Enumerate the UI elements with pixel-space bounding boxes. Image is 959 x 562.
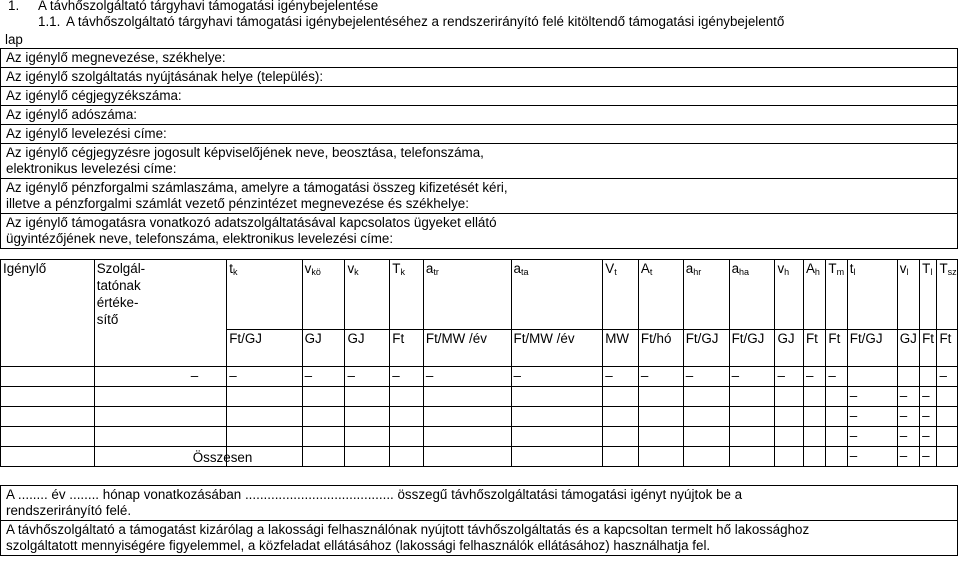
symbol-base: T [828,261,837,276]
grid-data-cell: – [897,387,919,407]
grid-data-cell [390,427,424,447]
grid-data-cell [729,427,775,447]
heading-2-text: A távhőszolgáltató tárgyhavi támogatási igénybejelentéséhez a rendszerirányító felé kitöltendő támogatási igénybejelentő [66,14,785,29]
grid-data-cell: – [847,427,897,447]
grid-data-cell [826,387,847,407]
footer-declaration-line2: rendszerirányító felé. [6,503,132,518]
grid-data-cell [302,387,345,407]
grid-data-cell [94,407,226,427]
grid-applicant-header: Igénylő [1,260,95,367]
symbol-subscript: k [232,267,238,277]
form-row-bank-account-line2: illetve a pénzforgalmi számlát vezető pénzintézet megnevezése és székhelye: [6,196,469,211]
form-row-service-place: Az igénylő szolgáltatás nyújtásának helye (település): [1,68,958,87]
form-row-tax-number: Az igénylő adószáma: [1,106,958,125]
form-row-bank-account [1,179,958,214]
grid-data-cell [603,387,639,407]
grid-data-cell: – [683,367,729,387]
symbol-subscript: h [784,267,790,277]
form-row-mail-address: Az igénylő levelezési címe: [1,125,958,144]
symbol-base: a [425,261,434,276]
symbol-subscript: hr [693,267,702,277]
grid-symbol-cell [920,260,937,330]
grid-unit-cell: Ft/hó [638,330,683,367]
grid-data-cell [511,447,603,467]
grid-dash-row-3 [1,407,958,427]
grid-data-cell [937,407,958,427]
grid-data-cell: – [390,367,424,387]
grid-unit-cell: MW [603,330,639,367]
grid-data-cell [775,447,804,467]
symbol-subscript: k [354,267,359,277]
grid-data-cell [345,407,390,427]
grid-data-cell [803,447,825,467]
symbol-base: t [849,261,854,276]
grid-data-cell: – [638,367,683,387]
grid-total-label: Összesen [94,447,226,467]
grid-data-cell [937,387,958,407]
grid-data-cell [638,447,683,467]
grid-data-cell [920,367,937,387]
grid-symbol-cell [897,260,919,330]
grid-data-cell [302,407,345,427]
form-row-name: Az igénylő megnevezése, székhelye: [1,49,958,68]
grid-data-cell [775,407,804,427]
grid-data-cell [423,427,511,447]
footer-declaration [1,486,958,521]
grid-data-cell: – [302,367,345,387]
grid-data-cell [423,387,511,407]
grid-dash-row-5 [1,447,958,467]
form-row-representative-line1: Az igénylő cégjegyzésre jogosult képviselőjének neve, beosztása, telefonszáma, [6,145,484,160]
grid-data-cell [937,427,958,447]
grid-data-cell [683,427,729,447]
grid-data-cell [937,447,958,467]
symbol-base: T [922,261,931,276]
grid-unit-cell: Ft/MW /év [423,330,511,367]
grid-seller-header-line: Szolgál- [96,261,146,276]
grid-data-cell [345,387,390,407]
grid-data-cell: – [227,367,302,387]
grid-symbol-cell [826,260,847,330]
grid-data-cell: – [345,367,390,387]
grid-row-applicant-cell [1,407,95,427]
grid-seller-header-line: sítő [96,312,119,327]
grid-seller-header-line: értéke- [96,295,139,310]
form-row-company-reg: Az igénylő cégjegyzékszáma: [1,87,958,106]
data-grid-table [0,259,958,467]
grid-dash-row-1 [1,367,958,387]
applicant-info-table [0,48,958,249]
symbol-subscript: k [400,267,405,277]
grid-data-cell [390,387,424,407]
grid-data-cell [94,427,226,447]
grid-data-cell: – [775,367,804,387]
grid-data-cell [227,387,302,407]
grid-data-cell: – [826,367,847,387]
grid-symbol-cell [683,260,729,330]
grid-data-cell: – [920,447,937,467]
grid-data-cell: – [603,367,639,387]
symbol-base: v [777,261,785,276]
grid-seller-header [94,260,226,367]
symbol-base: v [304,261,312,276]
grid-data-cell: – [423,367,511,387]
heading-1-number: 1. [8,0,20,13]
grid-row-applicant-cell [1,367,95,387]
grid-data-cell [345,427,390,447]
grid-data-cell [826,407,847,427]
grid-data-cell [511,427,603,447]
grid-symbol-cell [345,260,390,330]
footer-usage-note-line1: A távhőszolgáltató a támogatást kizárólag a lakossági felhasználónak nyújtott távhőszolgáltatás és a kapcsoltan termelt hő lakossághoz [6,522,810,537]
grid-symbol-cell [511,260,603,330]
grid-unit-cell: Ft/MW /év [511,330,603,367]
symbol-subscript: ta [520,267,529,277]
grid-data-cell: – [897,407,919,427]
grid-data-cell [803,387,825,407]
footer-table [0,485,958,556]
grid-dash-row-4 [1,427,958,447]
grid-unit-cell: Ft [390,330,424,367]
grid-data-cell: – [729,367,775,387]
grid-data-cell [390,447,424,467]
grid-data-cell: – [937,367,958,387]
symbol-base: a [685,261,694,276]
grid-unit-cell: Ft/GJ [847,330,897,367]
grid-data-cell [603,427,639,447]
grid-data-cell [302,427,345,447]
grid-symbol-cell [638,260,683,330]
form-row-representative-line2: elektronikus levelezési címe: [6,161,177,176]
symbol-subscript: ha [739,267,750,277]
grid-data-cell [227,407,302,427]
symbol-subscript: l [853,267,856,277]
grid-data-cell [345,447,390,467]
symbol-base: a [731,261,740,276]
grid-data-cell [729,407,775,427]
grid-data-cell [683,407,729,427]
form-row-contact-person-line1: Az igénylő támogatásra vonatkozó adatszolgáltatásával kapcsolatos ügyeket ellátó [6,215,497,230]
symbol-base: A [640,261,650,276]
heading-2-number: 1.1. [38,14,61,29]
grid-data-cell [683,447,729,467]
grid-symbol-cell [390,260,424,330]
grid-data-cell [775,387,804,407]
symbol-subscript: h [814,267,820,277]
grid-data-cell [638,427,683,447]
grid-seller-header-line: tatónak [96,278,141,293]
grid-row-applicant-cell [1,447,95,467]
grid-data-cell [511,407,603,427]
grid-symbol-cell [302,260,345,330]
grid-data-cell [390,407,424,427]
footer-declaration-line1: A ........ év ........ hónap vonatkozásában ........................................ összegű távhőszolgáltatási támogatási igényt nyújtok be a [6,487,743,502]
grid-symbol-cell [423,260,511,330]
symbol-subscript: sz [947,267,957,277]
grid-data-cell [638,407,683,427]
grid-unit-cell: Ft/GJ [729,330,775,367]
grid-data-cell [511,387,603,407]
grid-data-cell [683,387,729,407]
grid-unit-cell: Ft [937,330,958,367]
grid-data-cell [729,447,775,467]
grid-symbol-cell [937,260,958,330]
grid-unit-cell: GJ [302,330,345,367]
heading-2-continuation: lap [5,32,23,47]
grid-unit-cell: Ft [803,330,825,367]
grid-row-applicant-cell [1,427,95,447]
symbol-base: T [392,261,401,276]
symbol-subscript: m [836,267,845,277]
grid-data-cell [423,407,511,427]
grid-data-cell [803,407,825,427]
grid-data-cell: – [511,367,603,387]
symbol-base: T [939,261,948,276]
grid-dash-row-2 [1,387,958,407]
grid-data-cell [826,427,847,447]
grid-unit-cell: GJ [345,330,390,367]
form-row-representative [1,144,958,179]
grid-unit-cell: Ft [920,330,937,367]
grid-data-cell: – [847,447,897,467]
grid-data-cell: – [803,367,825,387]
grid-unit-cell: Ft [826,330,847,367]
form-row-bank-account-line1: Az igénylő pénzforgalmi számlaszáma, amelyre a támogatási összeg kifizetését kéri, [6,180,508,195]
grid-data-cell [775,427,804,447]
grid-data-cell [803,427,825,447]
grid-data-cell: – [920,387,937,407]
grid-data-cell: – [920,407,937,427]
grid-symbol-cell [603,260,639,330]
heading-1-text: A távhőszolgáltató tárgyhavi támogatási igénybejelentése [38,0,379,13]
grid-data-cell [897,367,919,387]
grid-unit-cell: Ft/GJ [227,330,302,367]
grid-data-cell: – [897,447,919,467]
symbol-subscript: tr [433,267,439,277]
symbol-base: A [805,261,815,276]
symbol-base: a [513,261,521,276]
grid-data-cell [94,387,226,407]
grid-data-cell [603,407,639,427]
grid-data-cell: – [847,387,897,407]
grid-symbol-cell [775,260,804,330]
form-row-contact-person [1,214,958,249]
footer-usage-note [1,521,958,556]
symbol-subscript: l [906,267,909,277]
symbol-base: t [229,261,233,276]
grid-symbol-row [1,260,958,330]
symbol-subscript: kö [311,267,321,277]
grid-data-cell [729,387,775,407]
footer-usage-note-line2: szolgáltatott mennyiségére figyelemmel, a közfeladat ellátásához (lakossági felhasználók ellátásához) használhatja fel. [6,538,711,553]
symbol-subscript: t [614,267,617,277]
symbol-subscript: l [930,267,933,277]
grid-data-cell [603,447,639,467]
grid-data-cell: – [897,427,919,447]
symbol-base: v [899,261,907,276]
grid-unit-cell: Ft/GJ [683,330,729,367]
grid-data-cell [847,367,897,387]
grid-symbol-cell [227,260,302,330]
symbol-base: v [347,261,355,276]
grid-data-cell: – [920,427,937,447]
form-row-contact-person-line2: ügyintézőjének neve, telefonszáma, elektronikus levelezési címe: [6,231,394,246]
grid-data-cell [423,447,511,467]
grid-data-cell: – [847,407,897,427]
grid-unit-cell: GJ [897,330,919,367]
grid-data-cell [302,447,345,467]
symbol-base: V [605,261,615,276]
grid-data-cell [826,447,847,467]
grid-data-cell [638,387,683,407]
grid-data-cell [227,427,302,447]
grid-row-applicant-cell [1,387,95,407]
grid-unit-cell: GJ [775,330,804,367]
symbol-subscript: t [649,267,653,277]
grid-symbol-cell [847,260,897,330]
grid-symbol-cell [729,260,775,330]
grid-symbol-cell [803,260,825,330]
grid-data-cell: – [94,367,226,387]
